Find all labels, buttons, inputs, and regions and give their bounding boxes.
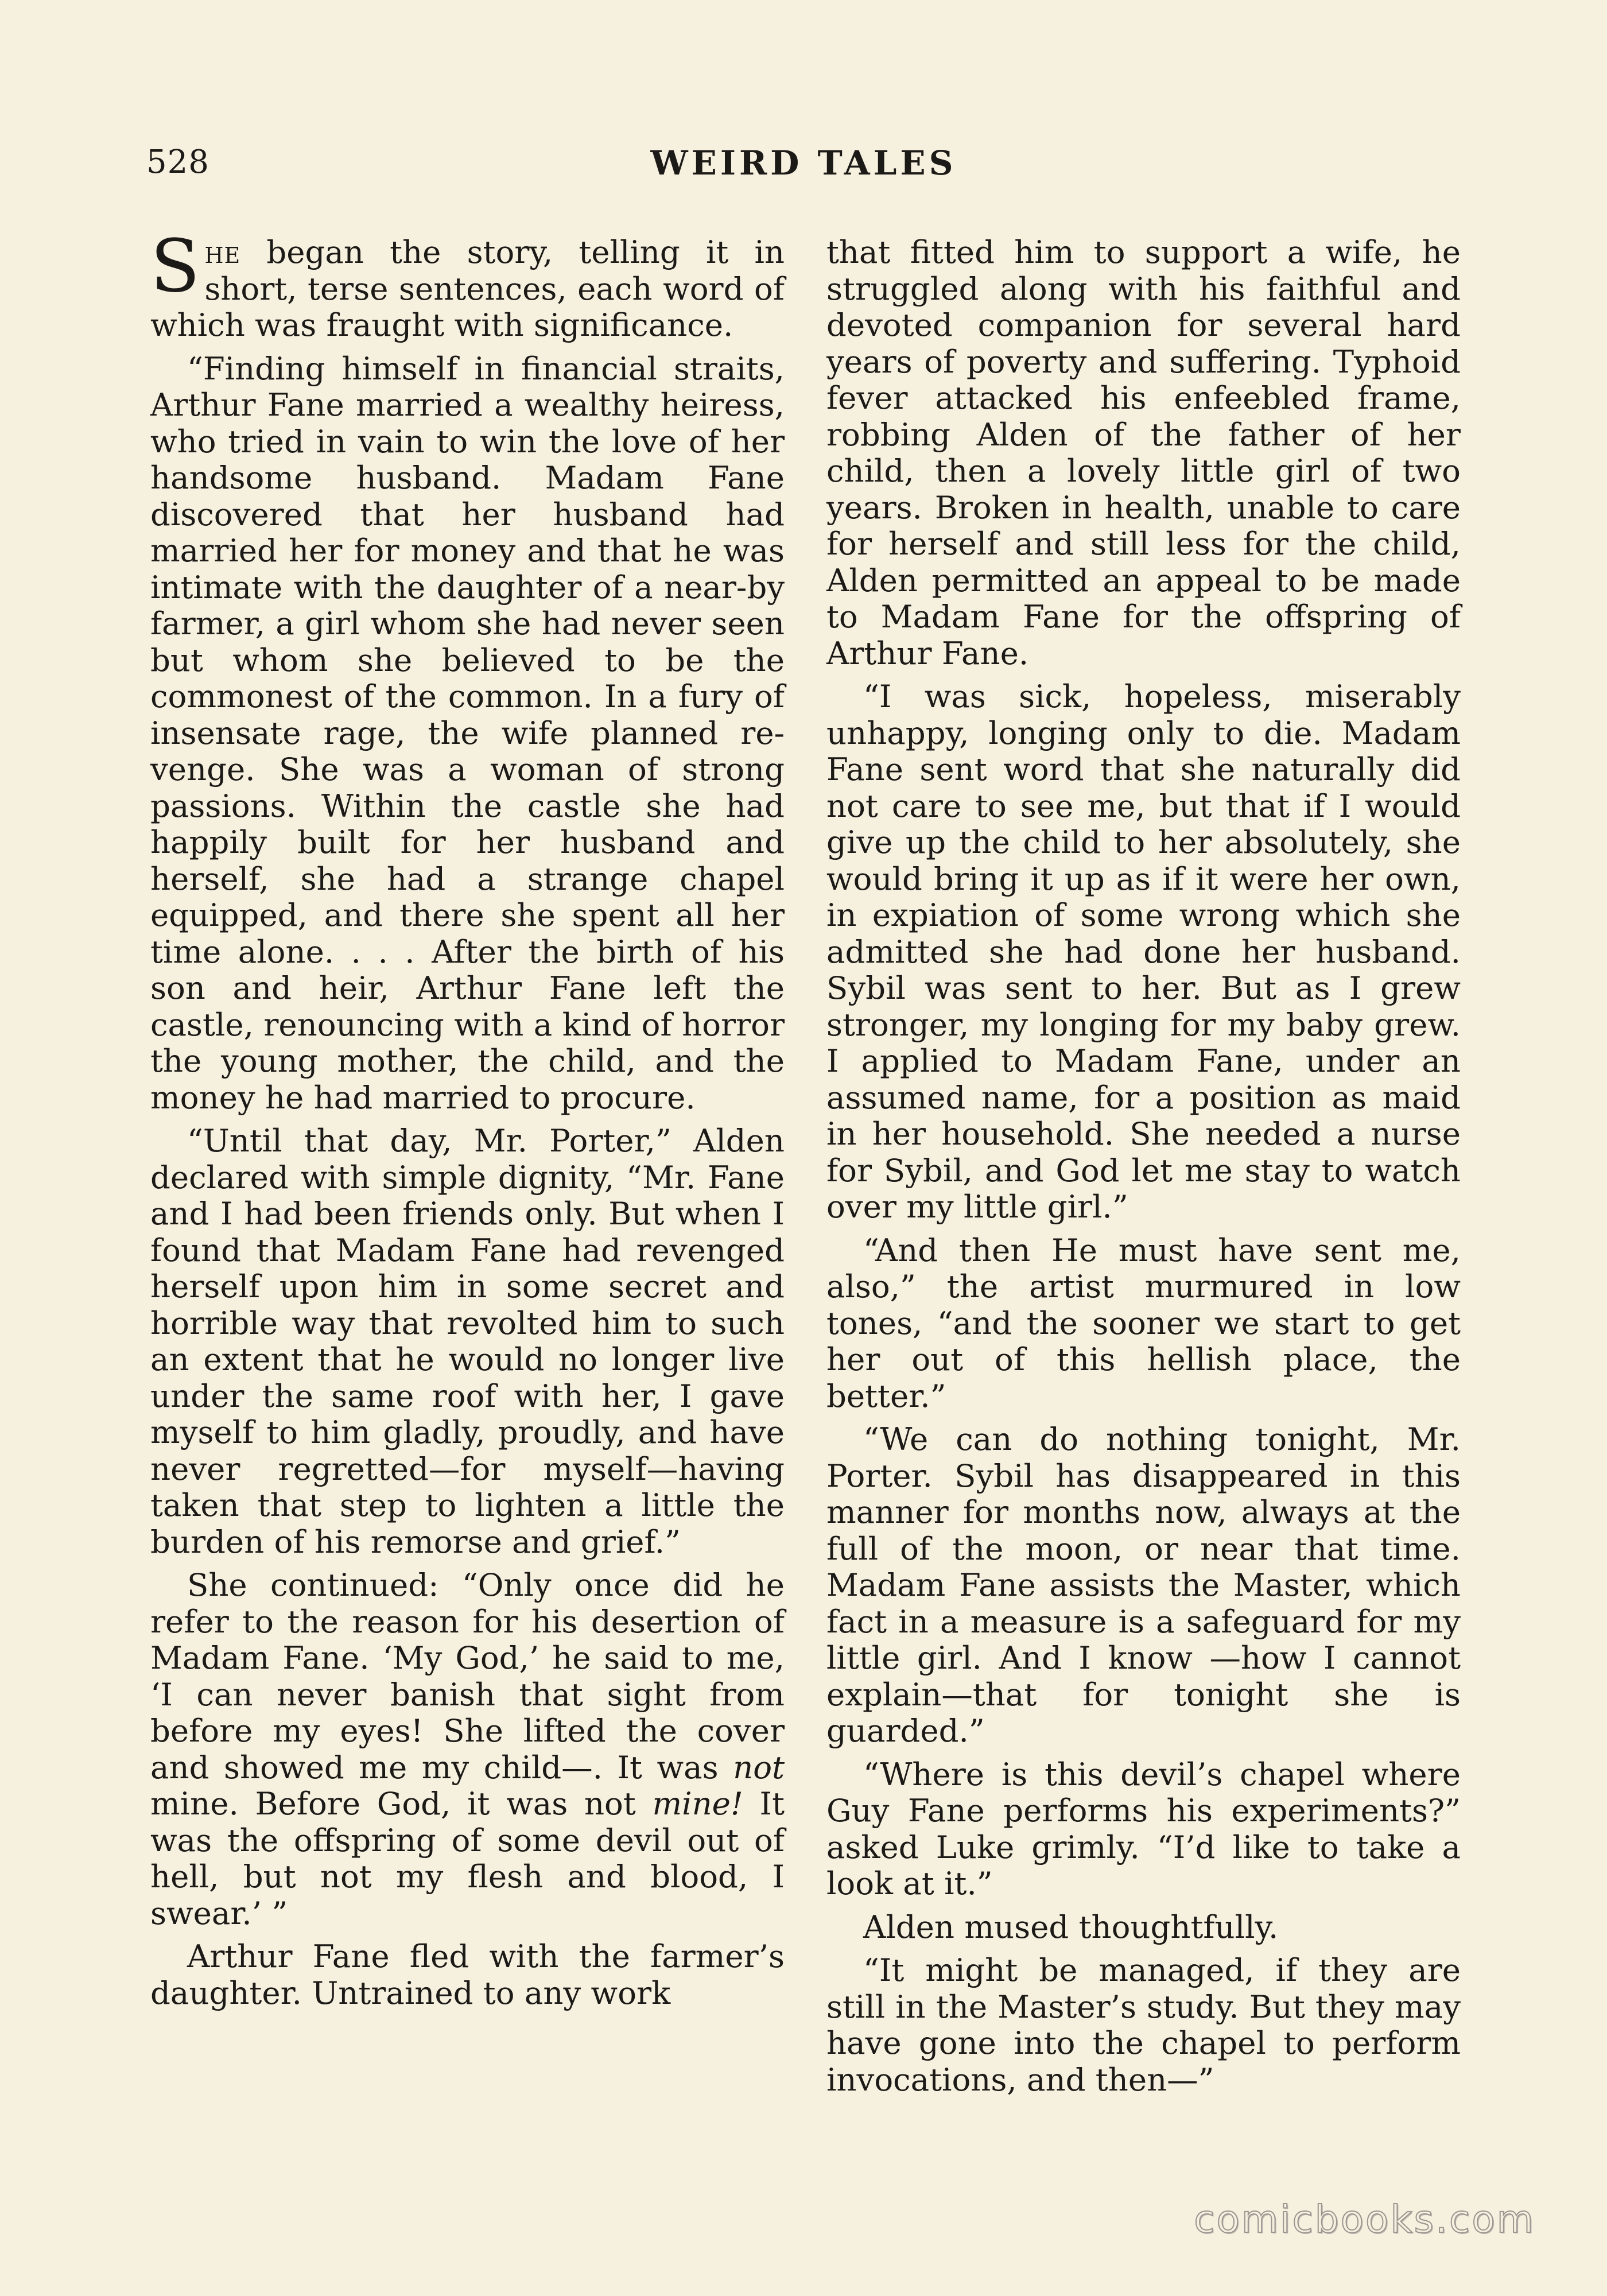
paragraph: “Finding himself in financial straits, Arthur Fane married a wealthy heiress, who tried in vain to win the love of her handsome husband. Madam Fane discovered that her husband had married her for money and that he was intimate with the daughter of a near-by farmer, a girl whom she had never seen but whom she believed to be the commonest of the common. In a fury of insensate rage, the wife planned revenge. She was a woman of strong passions. Within the castle she had happily built for her husband and herself, she had a strange chapel equipped, and there she spent all her time alone. . . . After the birth of his son and heir, Arthur Fane left the castle, renouncing with a kind of horror the young mother, the child, and the money he had married to procure. xyxy=(150,350,785,1116)
italic-text: not xyxy=(733,1748,785,1786)
paragraph-text: She continued: “Only once did he refer to the reason for his desertion of Madam Fane. ‘My God,’ he said to me, ‘I can never banish that sight from before my eyes! She lifted the cover and showed me my child—. It was xyxy=(150,1566,785,1786)
paragraph: “Until that day, Mr. Porter,” Alden declared with simple dignity, “Mr. Fane and I had been friends only. But when I found that Madam Fane had revenged herself upon him in some secret and horrible way that revolted him to such an extent that he would no longer live under the same roof with her, I gave myself to him gladly, proudly, and have never regretted—for myself—having taken that step to lighten a little the burden of his remorse and grief.” xyxy=(150,1122,785,1560)
paragraph-text: began the story, telling it in short, terse sentences, each word of which was fraught with significance. xyxy=(150,234,785,343)
italic-text: mine! xyxy=(652,1785,743,1822)
paragraph-text: mine. Before God, it was not xyxy=(150,1785,653,1822)
paragraph: “And then He must have sent me, also,” the artist murmured in low tones, “and the sooner we start to get her out of this hellish place, the better.” xyxy=(826,1231,1461,1414)
paragraph: Alden mused thoughtfully. xyxy=(863,1908,1279,1945)
drop-cap: S xyxy=(150,224,200,308)
magazine-title: WEIRD TALES xyxy=(650,144,957,183)
watermark: comicbooks.com xyxy=(1194,2197,1535,2241)
paragraph: Arthur Fane fled with the farmer’s daughter. Untrained to any work xyxy=(150,1938,785,2011)
small-caps-text: he xyxy=(204,234,241,270)
paragraph: “I was sick, hopeless, miserably unhappy, longing only to die. Madam Fane sent word that she naturally did not care to see me, but that if I would give up the child to her absolutely, she would bring it up as if it were her own, in expiation of some wrong which she admitted she had done her husband. Sybil was sent to her. But as I grew stronger, my longing for my baby grew. I applied to Madam Fane, under an assumed name, for a position as maid in her household. She needed a nurse for Sybil, and God let me stay to watch over my little girl.” xyxy=(826,678,1461,1225)
paragraph: “It might be managed, if they are still in the Master’s study. But they may have gone into the chapel to perform invocations, and then—” xyxy=(826,1952,1461,2098)
paragraph: “We can do nothing tonight, Mr. Porter. Sybil has disappeared in this manner for months now, always at the full of the moon, or near that time. Madam Fane assists the Master, which fact in a measure is a safeguard for my little girl. And I know —how I cannot explain—that for tonight she is guarded.” xyxy=(826,1421,1461,1749)
right-column xyxy=(826,234,1461,2105)
paragraph xyxy=(150,1567,785,1932)
page-number: 528 xyxy=(146,144,209,181)
left-column xyxy=(150,224,785,2018)
paragraph-text: It was the offspring of some devil out of hell, but not my flesh and blood, I swear.’ ” xyxy=(150,1785,785,1932)
paragraph xyxy=(150,224,785,344)
paragraph: “Where is this devil’s chapel where Guy Fane performs his experiments?” asked Luke grimly. “I’d like to take a look at it.” xyxy=(826,1755,1461,1902)
paragraph: that fitted him to support a wife, he struggled along with his faithful and devoted companion for several hard years of poverty and suffering. Typhoid fever attacked his enfeebled frame, robbing Alden of the father of her child, then a lovely little girl of two years. Broken in health, unable to care for herself and still less for the child, Alden permitted an appeal to be made to Madam Fane for the offspring of Arthur Fane. xyxy=(826,234,1461,672)
running-head xyxy=(146,144,1461,189)
